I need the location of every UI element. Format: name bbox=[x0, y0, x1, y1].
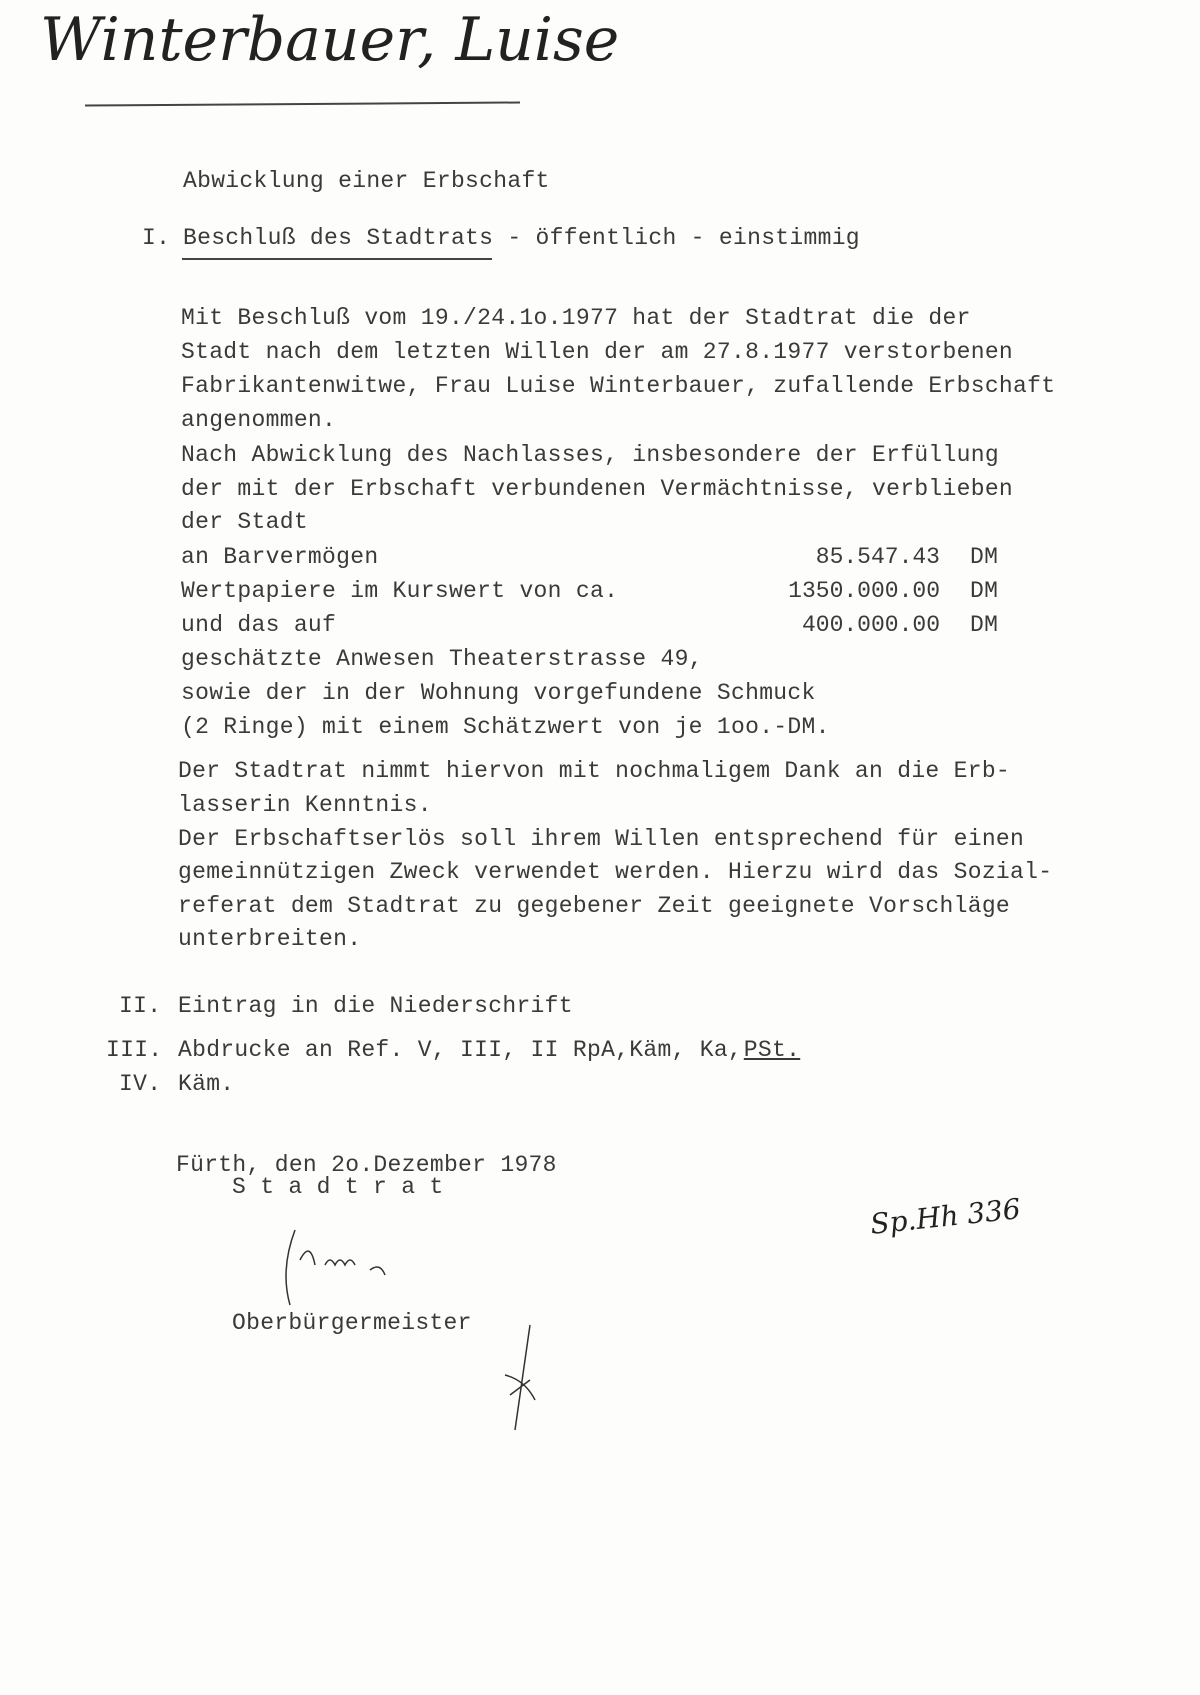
paragraph-1-line: Nach Abwicklung des Nachlasses, insbesondere der Erfüllung bbox=[181, 442, 999, 468]
handwritten-name: Winterbauer, Luise bbox=[40, 5, 620, 75]
asset-currency: DM bbox=[970, 612, 999, 638]
asset-label: und das auf bbox=[181, 612, 337, 638]
document-title: Abwicklung einer Erbschaft bbox=[183, 168, 550, 194]
paragraph-2-line: geschätzte Anwesen Theaterstrasse 49, bbox=[181, 646, 703, 672]
paragraph-1-line: angenommen. bbox=[181, 407, 337, 433]
item-text: Käm. bbox=[178, 1071, 235, 1097]
item-numeral: III. bbox=[106, 1037, 163, 1063]
closing-place-date: Fürth, den 2o.Dezember 1978 bbox=[176, 1152, 557, 1178]
paragraph-3-line: gemeinnützigen Zweck verwendet werden. Hierzu wird das Sozial- bbox=[178, 859, 1053, 885]
paragraph-1-line: Stadt nach dem letzten Willen der am 27.8.1977 verstorbenen bbox=[181, 339, 1014, 365]
paragraph-2-line: sowie der in der Wohnung vorgefundene Schmuck bbox=[181, 680, 816, 706]
section-i-numeral: I. bbox=[142, 225, 171, 251]
item-text: Abdrucke an Ref. V, III, II RpA,Käm, Ka, bbox=[178, 1037, 743, 1063]
asset-currency: DM bbox=[970, 544, 999, 570]
paragraph-1-line: der Stadt bbox=[181, 509, 308, 535]
item-underlined-recipient: PSt. bbox=[743, 1037, 801, 1063]
item-numeral: II. bbox=[119, 993, 162, 1019]
paragraph-1-line: der mit der Erbschaft verbundenen Vermächtnisse, verblieben bbox=[181, 476, 1014, 502]
paragraph-1-line: Mit Beschluß vom 19./24.1o.1977 hat der Stadtrat die der bbox=[181, 305, 971, 331]
signatory-title: Oberbürgermeister bbox=[232, 1310, 472, 1336]
asset-label: an Barvermögen bbox=[181, 544, 379, 570]
item-numeral: IV. bbox=[119, 1071, 162, 1097]
paragraph-2-line: (2 Ringe) mit einem Schätzwert von je 1oo.-DM. bbox=[181, 714, 830, 740]
paragraph-1-line: Fabrikantenwitwe, Frau Luise Winterbauer, zufallende Erbschaft bbox=[181, 373, 1056, 399]
handwritten-underline bbox=[85, 101, 520, 106]
signature bbox=[270, 1220, 450, 1310]
asset-amount: 85.547.43 bbox=[815, 544, 940, 570]
handwritten-reference: Sp.Hh 336 bbox=[868, 1192, 1023, 1241]
paragraph-3-line: Der Erbschaftserlös soll ihrem Willen entsprechend für einen bbox=[178, 826, 1025, 852]
paragraph-3-line: referat dem Stadtrat zu gegebener Zeit geeignete Vorschläge bbox=[178, 893, 1011, 919]
handwritten-initial-mark bbox=[490, 1320, 550, 1440]
section-i-heading: Beschluß des Stadtrats - öffentlich - einstimmig bbox=[183, 225, 860, 251]
asset-amount: 1350.000.00 bbox=[788, 578, 940, 604]
heading-underline bbox=[182, 258, 492, 260]
paragraph-3-line: unterbreiten. bbox=[178, 926, 362, 952]
asset-label: Wertpapiere im Kurswert von ca. bbox=[181, 578, 619, 604]
paragraph-3-line: Der Stadtrat nimmt hiervon mit nochmaligem Dank an die Erb- bbox=[178, 758, 1011, 784]
closing-body: S t a d t r a t bbox=[232, 1174, 444, 1200]
item-text: Eintrag in die Niederschrift bbox=[178, 993, 573, 1019]
asset-currency: DM bbox=[970, 578, 999, 604]
paragraph-3-line: lasserin Kenntnis. bbox=[178, 792, 432, 818]
asset-amount: 400.000.00 bbox=[801, 612, 940, 638]
